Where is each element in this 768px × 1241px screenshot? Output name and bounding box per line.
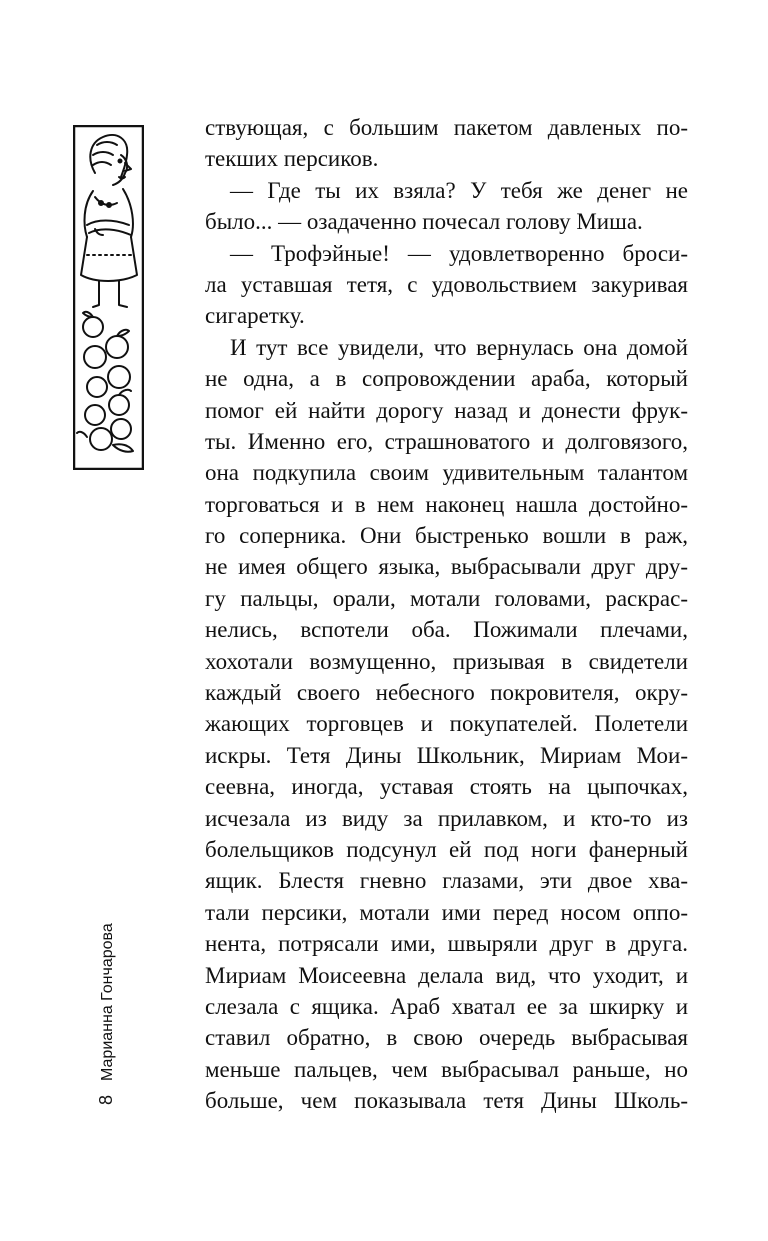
text-line: ставил обратно, в свою очередь выбрасывая	[205, 1025, 688, 1051]
text-line: она подкупила своим удивительным талантом	[205, 460, 688, 486]
text-line: было... — озадаченно почесал голову Миша.	[205, 209, 643, 235]
text-line: нента, потрясали ими, швыряли друг в друга.	[205, 931, 688, 957]
text-line: Мириам Моисеевна делала вид, что уходит, и	[205, 962, 688, 988]
text-line: слезала с ящика. Араб хватал ее за шкирку и	[205, 993, 688, 1019]
text-line: помог ей найти дорогу назад и донести фрук-	[205, 397, 688, 423]
text-line: не имея общего языка, выбрасывали друг дру-	[205, 554, 688, 580]
text-line: ла уставшая тетя, с удовольствием закуривая	[205, 271, 688, 297]
text-line: — Трофэйные! — удовлетворенно броси-	[230, 240, 688, 266]
text-line: сеевна, иногда, уставая стоять на цыпочках,	[205, 774, 688, 800]
text-line: ствующая, с большим пакетом давленых по-	[205, 115, 688, 140]
text-line: болельщиков подсунул ей под ноги фанерный	[205, 836, 688, 862]
text-line: меньше пальцев, чем выбрасывал раньше, но	[205, 1056, 688, 1082]
text-line: сигаретку.	[205, 303, 305, 329]
text-line: каждый своего небесного покровителя, окру-	[205, 680, 688, 706]
margin-illustration	[73, 125, 144, 470]
text-line: ящик. Блестя гневно глазами, эти двое хва-	[205, 868, 688, 894]
woman-with-peaches-icon	[73, 125, 144, 470]
text-line: текших персиков.	[205, 146, 379, 172]
text-line: больше, чем показывала тетя Дины Школь-	[205, 1088, 688, 1114]
text-line: исчезала из виду за прилавком, и кто-то из	[205, 805, 688, 831]
text-line: хохотали возмущенно, призывая в свидетели	[205, 648, 688, 674]
text-line: тали персики, мотали ими перед носом оппо-	[205, 899, 688, 925]
text-line: гу пальцы, орали, мотали головами, раскрас-	[205, 585, 688, 611]
author-name: Марианна Гончарова	[99, 923, 116, 1081]
text-line: торговаться и в нем наконец нашла достойно-	[205, 491, 688, 517]
page-number: 8	[96, 1094, 116, 1105]
text-line: жающих торговцев и покупателей. Полетели	[205, 711, 688, 737]
text-line: — Где ты их взяла? У тебя же денег не	[230, 177, 688, 203]
text-line: искры. Тетя Дины Школьник, Мириам Мои-	[205, 742, 688, 768]
text-line: И тут все увидели, что вернулась она домой	[230, 334, 688, 360]
text-line: ты. Именно его, страшноватого и долговязого,	[205, 428, 688, 454]
text-line: го соперника. Они быстренько вошли в раж,	[205, 523, 688, 549]
text-line: нелись, вспотели оба. Пожимали плечами,	[205, 617, 688, 643]
body-text	[205, 112, 688, 1117]
text-line: не одна, а в сопровождении араба, который	[205, 366, 688, 392]
